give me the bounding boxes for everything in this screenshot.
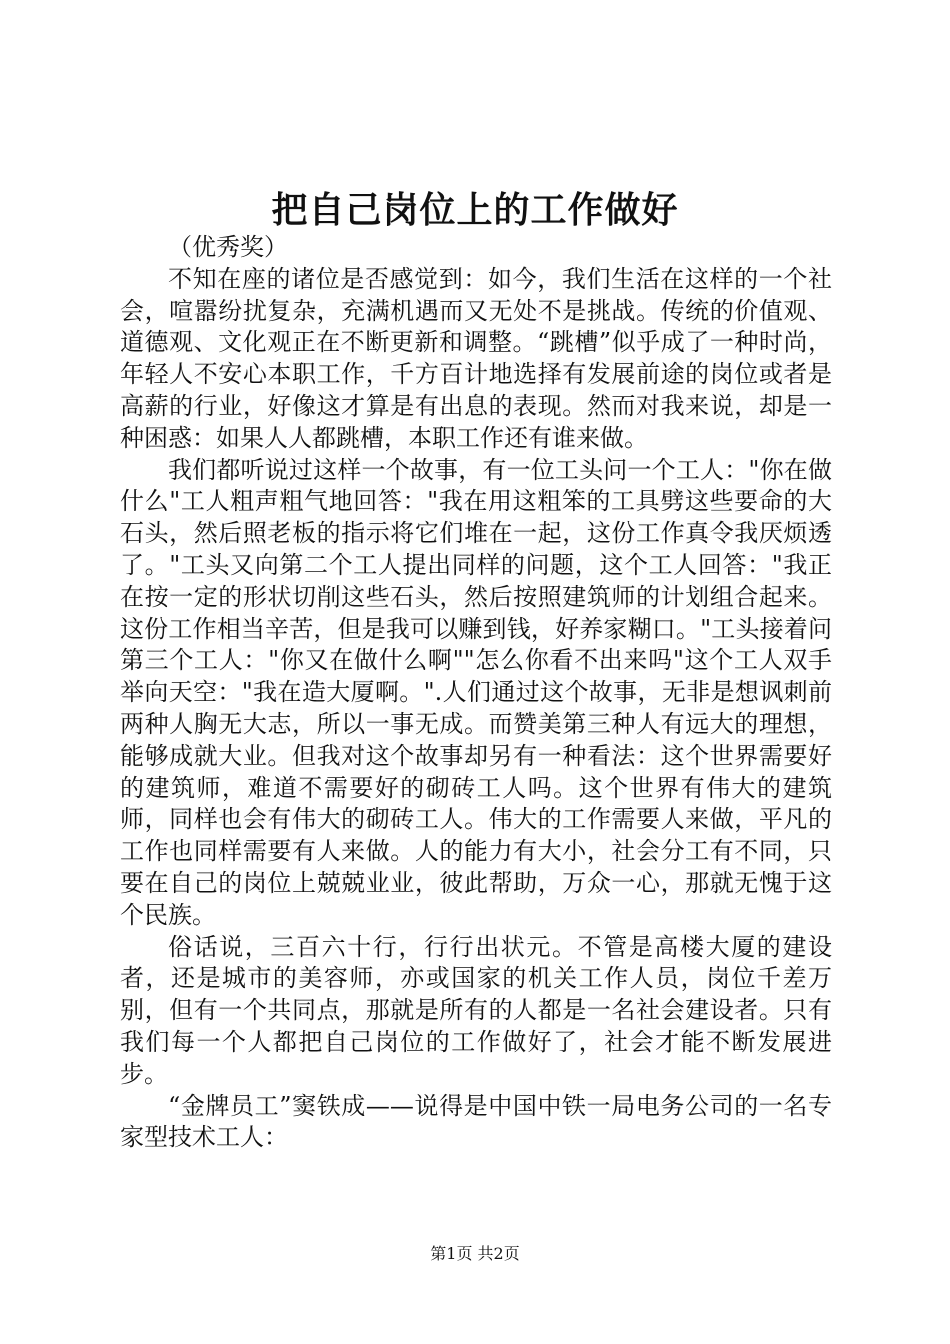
paragraph-4: “金牌员工”窦铁成——说得是中国中铁一局电务公司的一名专家型技术工人： — [120, 1091, 832, 1152]
paragraph-1: 不知在座的诸位是否感觉到：如今，我们生活在这样的一个社会，喧嚣纷扰复杂，充满机遇而又无处不是挑战。传统的价值观、道德观、文化观正在不断更新和调整。“跳槽”似乎成了一种时尚，年轻人不安心本职工作，千方百计地选择有发展前途的岗位或者是高薪的行业，好像这才算是有出息的表现。然而对我来说，却是一种困惑：如果人人都跳槽，本职工作还有谁来做。 — [120, 264, 832, 452]
award-label: （优秀奖） — [168, 233, 288, 261]
document-title: 把自己岗位上的工作做好 — [271, 189, 679, 231]
document-body — [120, 232, 832, 1154]
page-number-footer: 第1页 共2页 — [430, 1244, 520, 1263]
paragraph-3: 俗话说，三百六十行，行行出状元。不管是高楼大厦的建设者，还是城市的美容师，亦或国家的机关工作人员，岗位千差万别，但有一个共同点，那就是所有的人都是一名社会建设者。只有我们每一个人都把自己岗位的工作做好了，社会才能不断发展进步。 — [120, 932, 832, 1088]
paragraph-2: 我们都听说过这样一个故事，有一位工头问一个工人："你在做什么"工人粗声粗气地回答："我在用这粗笨的工具劈这些要命的大石头，然后照老板的指示将它们堆在一起，这份工作真令我厌烦透了。"工头又向第二个工人提出同样的问题，这个工人回答："我正在按一定的形状切削这些石头，然后按照建筑师的计划组合起来。这份工作相当辛苦，但是我可以赚到钱，好养家糊口。"工头接着问第三个工人："你又在做什么啊""怎么你看不出来吗"这个工人双手举向天空："我在造大厦啊。".人们通过这个故事，无非是想讽刺前两种人胸无大志，所以一事无成。而赞美第三种人有远大的理想，能够成就大业。但我对这个故事却另有一种看法：这个世界需要好的建筑师，难道不需要好的砌砖工人吗。这个世界有伟大的建筑师，同样也会有伟大的砌砖工人。伟大的工作需要人来做，平凡的工作也同样需要有人来做。人的能力有大小，社会分工有不同，只要在自己的岗位上兢兢业业，彼此帮助，万众一心，那就无愧于这个民族。 — [120, 455, 832, 929]
